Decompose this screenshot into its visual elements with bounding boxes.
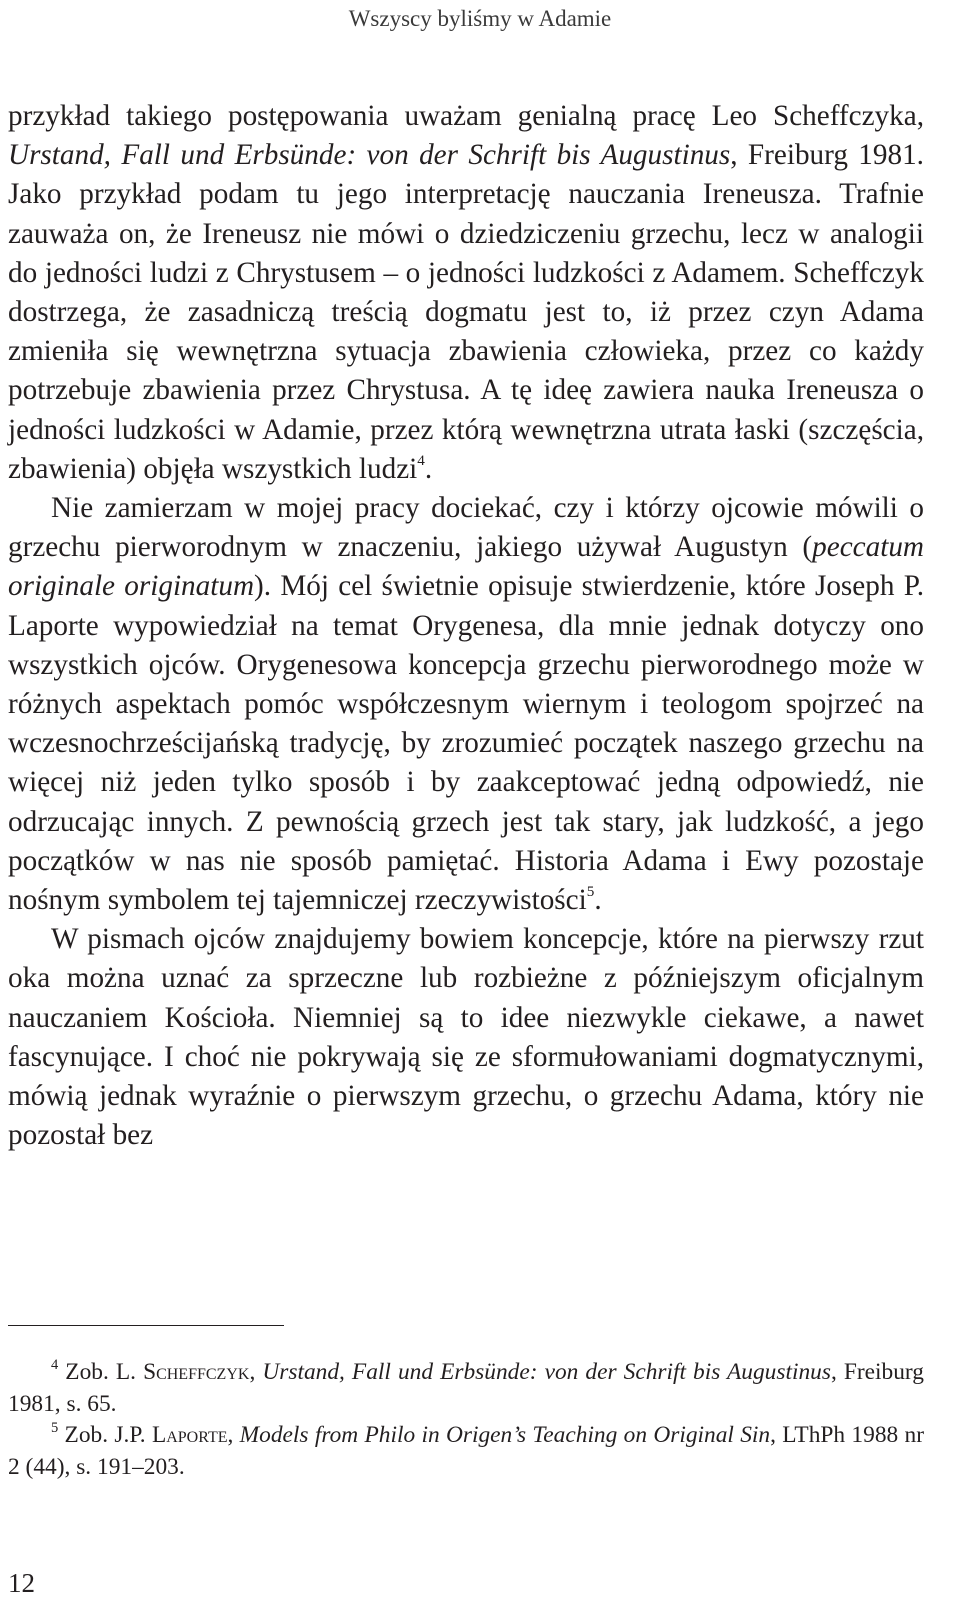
body-text [8, 97, 924, 1155]
footnote-ref-4[interactable]: 4 [417, 451, 425, 469]
footnote-title: Urstand, Fall und Erbsünde: von der Schrift bis Augustinus [262, 1359, 831, 1385]
paragraph-2-end: . [594, 884, 602, 917]
paragraph-3: W pismach ojców znajdujemy bowiem koncepcje, które na pierwszy rzut oka można uznać za sprzeczne lub rozbieżne z późniejszym oficjalnym nauczaniem Kościoła. Niemniej są to idee niezwykle ciekawe, a nawet fascynujące. I choć nie pokrywają się ze sformułowaniami dogmatycznymi, mówią jednak wyraźnie o pierwszym grzechu, o grzechu Adama, który nie pozostał bez [8, 923, 924, 1152]
footnote-suffix: , Freiburg 1981, s. 65. [8, 1359, 924, 1417]
paragraph-1-text-b: , Freiburg 1981. Jako przykład podam tu jego interpretację nauczania Ireneusza. Trafnie zauważa on, że Ireneusz nie mówi o dziedziczeniu grzechu, lecz w analogii do jedności ludzi z Chrystusem – o jedności ludzkości z Adamem. Scheffczyk dostrzega, że zasadniczą treścią dogmatu jest to, iż przez czyn Adama zmieniła się wewnętrzna sytuacja zbawienia człowieka, przez co każdy potrzebuje zbawienia przez Chrystusa. A tę ideę zawiera nauka Ireneusza o jedności ludzkości w Adamie, przez którą wewnętrzna utrata łaski (szczęścia, zbawienia) objęła wszystkich ludzi [8, 139, 924, 485]
latin-term: peccatum originale originatum [8, 531, 924, 603]
paragraph-1 [8, 97, 924, 489]
footnote-prefix: Zob. J.P. [58, 1422, 152, 1448]
footnote-5 [8, 1420, 924, 1483]
footnote-separator: , [227, 1422, 240, 1448]
footnote-separator: , [249, 1359, 263, 1385]
footnote-4 [8, 1357, 924, 1420]
cited-title: Urstand, Fall und Erbsünde: von der Schrift bis Augustinus [8, 139, 731, 172]
paragraph-2-text-a: Nie zamierzam w mojej pracy dociekać, czy i którzy ojcowie mówili o grzechu pierworodnym w znaczeniu, jakiego używał Augustyn ( [8, 492, 924, 564]
footnote-number: 4 [51, 1356, 59, 1373]
paragraph-2 [8, 489, 924, 920]
footnote-author: Scheffczyk [143, 1359, 250, 1385]
paragraph-1-text-a: przykład takiego postępowania uważam genialną pracę Leo Scheffczyka, [8, 100, 924, 132]
footnote-suffix: , LThPh 1988 nr 2 (44), s. 191–203. [8, 1422, 925, 1480]
footnotes [8, 1357, 924, 1483]
footnote-number: 5 [51, 1419, 59, 1436]
paragraph-1-end: . [424, 452, 433, 485]
footnote-author: Laporte [151, 1422, 228, 1448]
paragraph-2-text-b: ). Mój cel świetnie opisuje stwierdzenie, które Joseph P. Laporte wypowiedział na temat Orygenesa, dla mnie jednak dotyczy ono wszystkich ojców. Orygenesowa koncepcja grzechu pierworodnego może w różnych aspektach pomóc współczesnym wiernym i teologom spojrzeć na wczesnochrześcijańską tradycję, by zrozumieć początek naszego grzechu na więcej niż jeden tylko sposób i by zaakceptować jedną odpowiedź, nie odrzucając innych. Z pewnością grzech jest tak stary, jak ludzkość, a jego początków w nas nie sposób pamiętać. Historia Adama i Ewy pozostaje nośnym symbolem tej tajemniczej rzeczywistości [8, 570, 925, 917]
footnote-prefix: Zob. L. [58, 1359, 144, 1385]
footnote-divider [8, 1325, 284, 1326]
page-number: 12 [8, 1568, 35, 1598]
footnote-ref-5[interactable]: 5 [586, 883, 595, 901]
footnote-title: Models from Philo in Origen’s Teaching on Original Sin [239, 1422, 771, 1448]
running-header: Wszyscy byliśmy w Adamie [348, 6, 612, 31]
